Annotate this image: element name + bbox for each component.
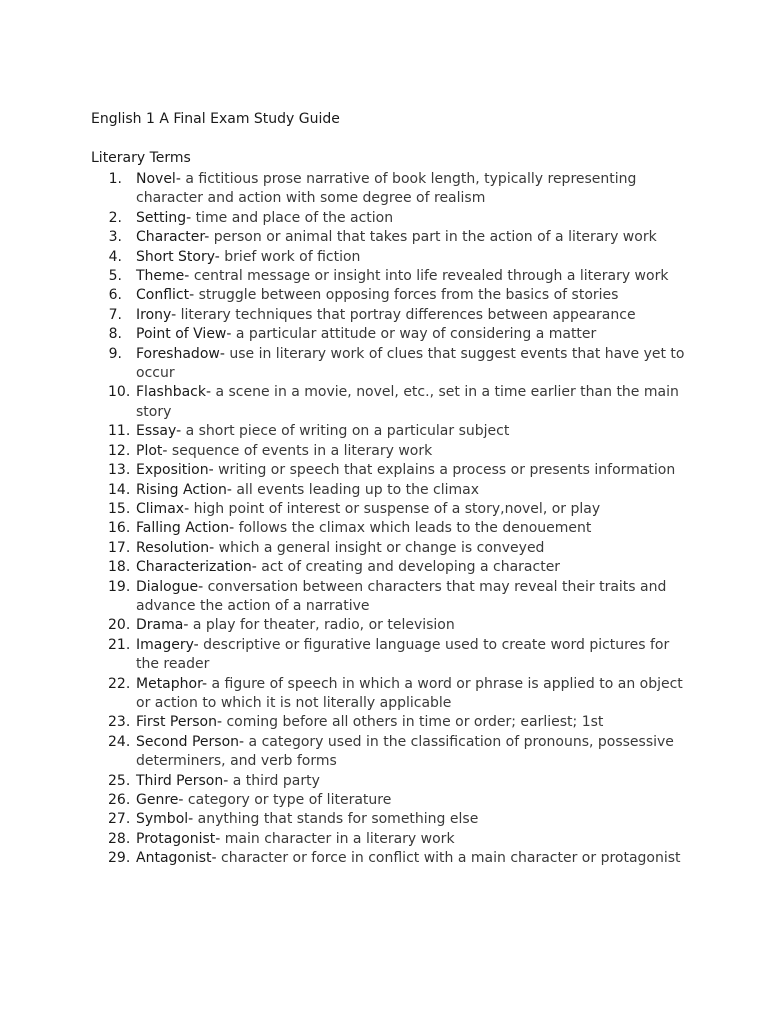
term-label: Antagonist (136, 850, 212, 867)
item-number: 1. (108, 171, 122, 187)
term-definition: a scene in a movie, novel, etc., set in a time earlier than the main story (136, 384, 679, 420)
term-definition: person or animal that takes part in the action of a literary work (213, 229, 657, 246)
list-item: 4. Short Story- brief work of fiction (0, 248, 688, 267)
item-number: 27. (108, 811, 131, 828)
list-item: 5. Theme- central message or insight into life revealed through a literary work (0, 267, 688, 286)
list-item: 3. Character- person or animal that takes part in the action of a literary work (0, 228, 688, 247)
item-number: 21. (108, 636, 131, 653)
item-number: 7. (108, 306, 122, 323)
term-label: Foreshadow (136, 345, 220, 362)
list-item: 22. Metaphor- a figure of speech in which a word or phrase is applied to an object or action to which it is not literally applicable (108, 675, 683, 711)
list-item: 21. Imagery- descriptive or figurative language used to create word pictures for the reader (108, 636, 670, 673)
list-item: 26. Genre- category or type of literature (0, 791, 688, 810)
list-item: 24. Second Person- a category used in the classification of pronouns, possessive determiners, and verb forms (108, 733, 674, 770)
item-number: 24. (108, 733, 131, 750)
list-item: 10. Flashback- a scene in a movie, novel, etc., set in a time earlier than the main story (108, 384, 679, 420)
item-number: 9. (108, 345, 122, 362)
term-label: Essay (136, 423, 177, 440)
term-definition: writing or speech that explains a process or presents information (218, 462, 676, 479)
term-label: Character (136, 229, 205, 246)
term-label: Resolution (136, 539, 210, 556)
term-label: Point of View (136, 326, 227, 343)
item-number: 14. (108, 481, 131, 498)
list-item: 8. Point of View- a particular attitude or way of considering a matter (0, 325, 688, 344)
list-item: 13. Exposition- writing or speech that explains a process or presents information (0, 461, 688, 480)
list-item: 20. Drama- a play for theater, radio, or television (0, 616, 688, 635)
term-definition: which a general insight or change is conveyed (218, 539, 545, 556)
term-label: Setting (136, 209, 187, 226)
term-definition: literary techniques that portray differences between appearance (180, 306, 636, 323)
item-number: 2. (108, 209, 122, 226)
term-label: Exposition (136, 462, 209, 479)
list-item: 18. Characterization- act of creating and developing a character (0, 558, 688, 577)
item-number: 16. (108, 520, 131, 537)
item-number: 18. (108, 559, 131, 576)
term-definition: struggle between opposing forces from the basics of stories (198, 287, 619, 304)
term-definition: a play for theater, radio, or television (192, 617, 455, 634)
list-item: 28. Protagonist- main character in a literary work (0, 830, 688, 849)
document-title: English 1 A Final Exam Study Guide (91, 111, 340, 127)
list-item: 7. Irony- literary techniques that portray differences between appearance (0, 306, 688, 325)
term-label: Drama (136, 617, 184, 634)
list-item: 14. Rising Action- all events leading up to the climax (0, 481, 688, 500)
item-number: 29. (108, 850, 131, 867)
item-number: 20. (108, 617, 131, 634)
list-item: 16. Falling Action- follows the climax which leads to the denouement (0, 519, 688, 538)
item-number: 5. (108, 268, 122, 285)
item-number: 23. (108, 714, 131, 731)
item-number: 10. (108, 384, 131, 401)
item-number: 17. (108, 539, 131, 556)
term-definition: a fictitious prose narrative of book length, typically representing character and action with some degree of realism (136, 171, 637, 207)
term-label: Characterization (136, 559, 252, 576)
item-number: 4. (108, 248, 122, 265)
item-number: 6. (108, 287, 122, 304)
list-item: 11. Essay- a short piece of writing on a particular subject (0, 422, 688, 441)
term-label: Irony (136, 306, 172, 323)
list-item: 6. Conflict- struggle between opposing forces from the basics of stories (0, 286, 688, 305)
item-number: 11. (108, 423, 131, 440)
item-number: 26. (108, 792, 131, 808)
term-label: Short Story (136, 248, 215, 265)
term-definition: high point of interest or suspense of a story,novel, or play (193, 500, 601, 517)
term-label: Protagonist (136, 830, 216, 847)
term-label: Third Person (136, 772, 224, 789)
item-number: 19. (108, 578, 131, 595)
term-definition: all events leading up to the climax (236, 481, 479, 498)
term-definition: follows the climax which leads to the denouement (238, 520, 592, 537)
term-definition: use in literary work of clues that suggest events that have yet to occur (136, 345, 685, 382)
term-definition: brief work of fiction (224, 248, 361, 265)
term-definition: act of creating and developing a character (261, 559, 561, 576)
term-label: Conflict (136, 287, 190, 304)
term-label: Plot (136, 442, 163, 459)
term-label: Second Person (136, 733, 240, 750)
term-label: Imagery (136, 636, 194, 653)
section-heading: Literary Terms (91, 150, 191, 166)
literary-terms-list (0, 170, 768, 869)
item-number: 13. (108, 462, 131, 479)
term-definition: coming before all others in time or order; earliest; 1st (226, 714, 604, 731)
term-definition: sequence of events in a literary work (171, 442, 433, 459)
term-definition: a figure of speech in which a word or phrase is applied to an object or action to which it is not literally applicable (136, 675, 683, 711)
term-label: Falling Action (136, 520, 230, 537)
term-definition: anything that stands for something else (197, 811, 479, 828)
term-label: Genre (136, 792, 179, 808)
list-item: 15. Climax- high point of interest or suspense of a story,novel, or play (0, 500, 688, 519)
term-definition: main character in a literary work (224, 830, 455, 847)
list-item: 1. Novel- a fictitious prose narrative of book length, typically representing character and action with some degree of realism (0, 170, 688, 209)
term-definition: a particular attitude or way of considering a matter (235, 326, 597, 343)
list-item: 25. Third Person- a third party (0, 772, 688, 791)
term-definition: a short piece of writing on a particular subject (185, 423, 510, 440)
term-definition: conversation between characters that may reveal their traits and advance the action of a narrative (136, 578, 667, 614)
item-number: 28. (108, 830, 131, 847)
item-number: 25. (108, 772, 131, 789)
term-label: Dialogue (136, 578, 199, 595)
item-number: 12. (108, 442, 131, 459)
term-label: Theme (136, 268, 185, 285)
term-definition: central message or insight into life revealed through a literary work (193, 268, 669, 285)
item-number: 8. (108, 326, 122, 343)
term-definition: a category used in the classification of pronouns, possessive determiners, and verb forms (136, 733, 674, 770)
term-label: Climax (136, 500, 185, 517)
term-definition: descriptive or figurative language used to create word pictures for the reader (136, 636, 670, 673)
term-label: Rising Action (136, 481, 227, 498)
list-item: 19. Dialogue- conversation between characters that may reveal their traits and advance the action of a narrative (108, 578, 667, 614)
list-item: 23. First Person- coming before all others in time or order; earliest; 1st (0, 713, 688, 732)
item-number: 3. (108, 229, 122, 246)
term-label: First Person (136, 714, 217, 731)
item-number: 15. (108, 500, 131, 517)
term-label: Flashback (136, 384, 206, 401)
list-item: 2. Setting- time and place of the action (0, 209, 688, 228)
list-item: 9. Foreshadow- use in literary work of clues that suggest events that have yet to occur (0, 345, 688, 384)
list-item: 12. Plot- sequence of events in a literary work (0, 442, 688, 461)
list-item: 17. Resolution- which a general insight or change is conveyed (0, 539, 688, 558)
term-label: Novel (136, 171, 176, 187)
term-label: Symbol (136, 811, 189, 828)
term-definition: category or type of literature (187, 792, 392, 808)
term-definition: time and place of the action (195, 209, 394, 226)
term-label: Metaphor (136, 675, 202, 692)
list-item: 27. Symbol- anything that stands for something else (0, 810, 688, 829)
item-number: 22. (108, 675, 131, 692)
term-definition: a third party (232, 772, 320, 789)
list-item: 29. Antagonist- character or force in conflict with a main character or protagonist (0, 849, 688, 868)
term-definition: character or force in conflict with a main character or protagonist (221, 850, 681, 867)
